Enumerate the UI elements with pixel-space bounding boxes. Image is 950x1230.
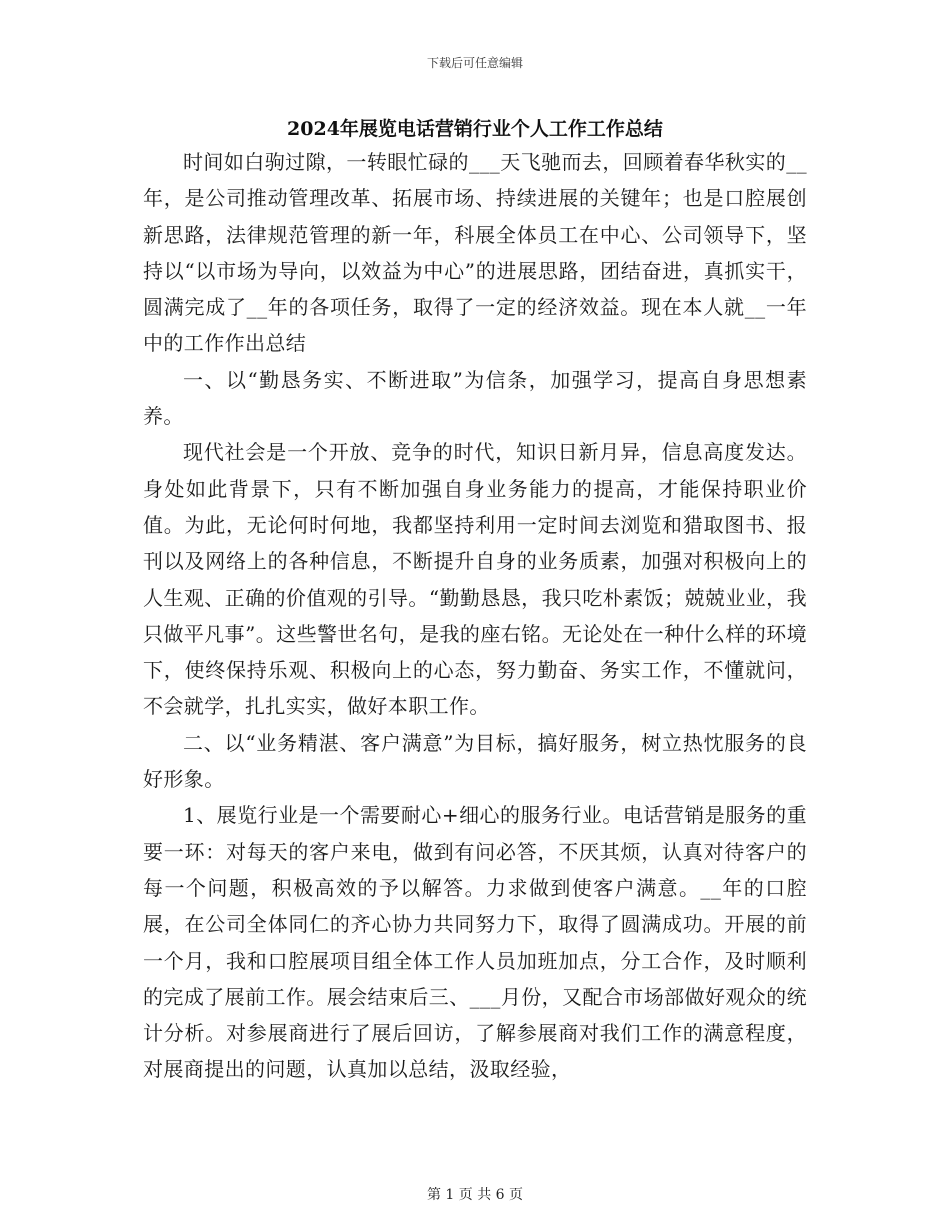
section-heading-1: 一、以“勤恳务实、不断进取”为信条，加强学习，提高自身思想素养。 [143, 367, 807, 429]
header-note: 下载后可任意编辑 [426, 56, 523, 70]
paragraph-section-2-item-1: 1、展览行业是一个需要耐心+细心的服务行业。电话营销是服务的重要一环：对每天的客户来电，做到有问必答，不厌其烦，认真对待客户的每一个问题，积极高效的予以解答。力求做到使客户满意。__年的口腔展，在公司全体同仁的齐心协力共同努力下，取得了圆满成功。开展的前一个月，我和口腔展项目组全体工作人员加班加点，分工合作，及时顺利的完成了展前工作。展会结束后三、___月份，又配合市场部做好观众的统计分析。对参展商进行了展后回访，了解参展商对我们工作的满意程度，对展商提出的问题，认真加以总结，汲取经验， [143, 803, 807, 1082]
paragraph-section-1: 现代社会是一个开放、竞争的时代，知识日新月异，信息高度发达。身处如此背景下，只有不断加强自身业务能力的提高，才能保持职业价值。为此，无论何时何地，我都坚持利用一定时间去浏览和猎取图书、报刊以及网络上的各种信息，不断提升自身的业务质素，加强对积极向上的人生观、正确的价值观的引导。“勤勤恳恳，我只吃朴素饭；兢兢业业，我只做平凡事”。这些警世名句，是我的座右铭。无论处在一种什么样的环境下，使终保持乐观、积极向上的心态，努力勤奋、务实工作，不懂就问，不会就学，扎扎实实，做好本职工作。 [143, 440, 807, 719]
document-body [143, 144, 807, 1088]
page-number: 第 1 页 共 6 页 [426, 1187, 524, 1203]
paragraph-intro: 时间如白驹过隙，一转眼忙碌的___天飞驰而去，回顾着春华秋实的__年，是公司推动管理改革、拓展市场、持续进展的关键年；也是口腔展创新思路，法律规范管理的新一年，科展全体员工在中心、公司领导下，坚持以“以市场为导向，以效益为中心”的进展思路，团结奋进，真抓实干，圆满完成了__年的各项任务，取得了一定的经济效益。现在本人就__一年中的工作作出总结 [143, 150, 807, 356]
section-heading-2: 二、以“业务精湛、客户满意”为目标，搞好服务，树立热忱服务的良好形象。 [143, 730, 807, 792]
document-title: 2024年展览电话营销行业个人工作工作总结 [287, 118, 663, 140]
